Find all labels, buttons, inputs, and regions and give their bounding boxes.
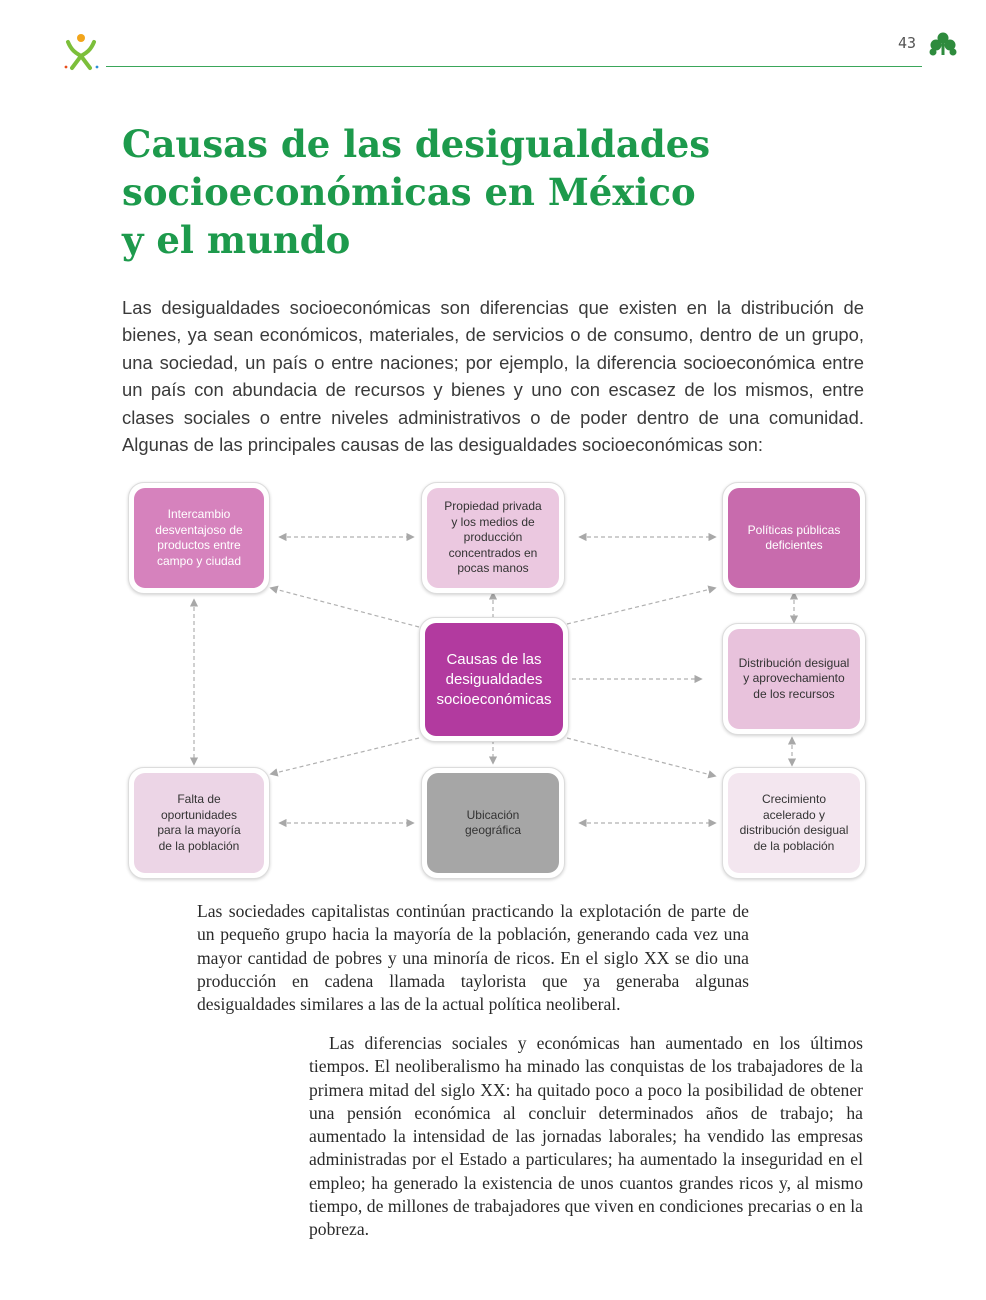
- node-politicas: [722, 482, 866, 594]
- title-line: y el mundo: [122, 218, 351, 262]
- center-label: Causas de las desigualdades socioeconómicas: [425, 623, 563, 736]
- node-intercambio-label: Intercambio desventajoso de productos entre campo y ciudad: [134, 488, 264, 588]
- program-logo-icon: [60, 32, 104, 72]
- capitalist-paragraph: Las sociedades capitalistas continúan practicando la explotación de parte de un pequeño grupo hacia la mayoría de la población, generando cada vez una mayor cantidad de pobres y una minoría de ricos. En el siglo XX se dio una producción en cadena llamada taylorista que ya generaba algunas desigualdades similares a las de la actual política neoliberal.: [197, 901, 749, 1015]
- clover-logo-icon: [928, 31, 958, 57]
- causes-diagram: [125, 480, 870, 880]
- page-title: [122, 120, 822, 264]
- intro-paragraph: Las desigualdades socioeconómicas son diferencias que existen en la distribución de bienes, ya sean económicos, materiales, de servicios o de consumo, dentro de un grupo, una sociedad, un país o entre naciones; por ejemplo, la diferencia socioeconómica entre un país con abundacia de recursos y bienes y uno con escasez de los mismos, entre clases sociales o entre niveles administrativos o de poder dentro de una comunidad. Algunas de las principales causas de las desigualdades socioeconómicas son:: [122, 297, 864, 456]
- title-line: Causas de las desigualdades: [122, 122, 711, 166]
- node-crecimiento-label: Crecimiento acelerado y distribución desigual de la población: [728, 773, 860, 873]
- node-crecimiento: [722, 767, 866, 879]
- header-rule: [106, 66, 922, 67]
- node-ubicacion-label: Ubicación geográfica: [427, 773, 559, 873]
- node-distribucion: [722, 623, 866, 735]
- node-ubicacion: [421, 767, 565, 879]
- differences-paragraph: Las diferencias sociales y económicas han aumentado en los últimos tiempos. El neoliberalismo ha minado las conquistas de los trabajadores de la primera mitad del siglo XX: ha quitado poco a poco la posibilidad de obtener una pensión económica al concluir determinados años de trabajo; ha aumentado la intensidad de las jornadas laborales; ha vendido las empresas administradas por el Estado a particulares; ha aumentado la inseguridad en el empleo; ha generado la existencia de unos cuantos grandes ricos y, al mismo tiempo, de millones de trabajadores que viven en condiciones precarias o en la pobreza.: [309, 1033, 863, 1240]
- node-falta-label: Falta de oportunidades para la mayoría de la población: [134, 773, 264, 873]
- node-propiedad: [421, 482, 565, 594]
- node-center: [419, 617, 569, 742]
- node-distribucion-label: Distribución desigual y aprovechamiento de los recursos: [728, 629, 860, 729]
- title-line: socioeconómicas en México: [122, 170, 696, 214]
- page-number: 43: [898, 34, 917, 52]
- node-propiedad-label: Propiedad privada y los medios de producción concentrados en pocas manos: [427, 488, 559, 588]
- node-falta: [128, 767, 270, 879]
- node-intercambio: [128, 482, 270, 594]
- node-politicas-label: Políticas públicas deficientes: [728, 488, 860, 588]
